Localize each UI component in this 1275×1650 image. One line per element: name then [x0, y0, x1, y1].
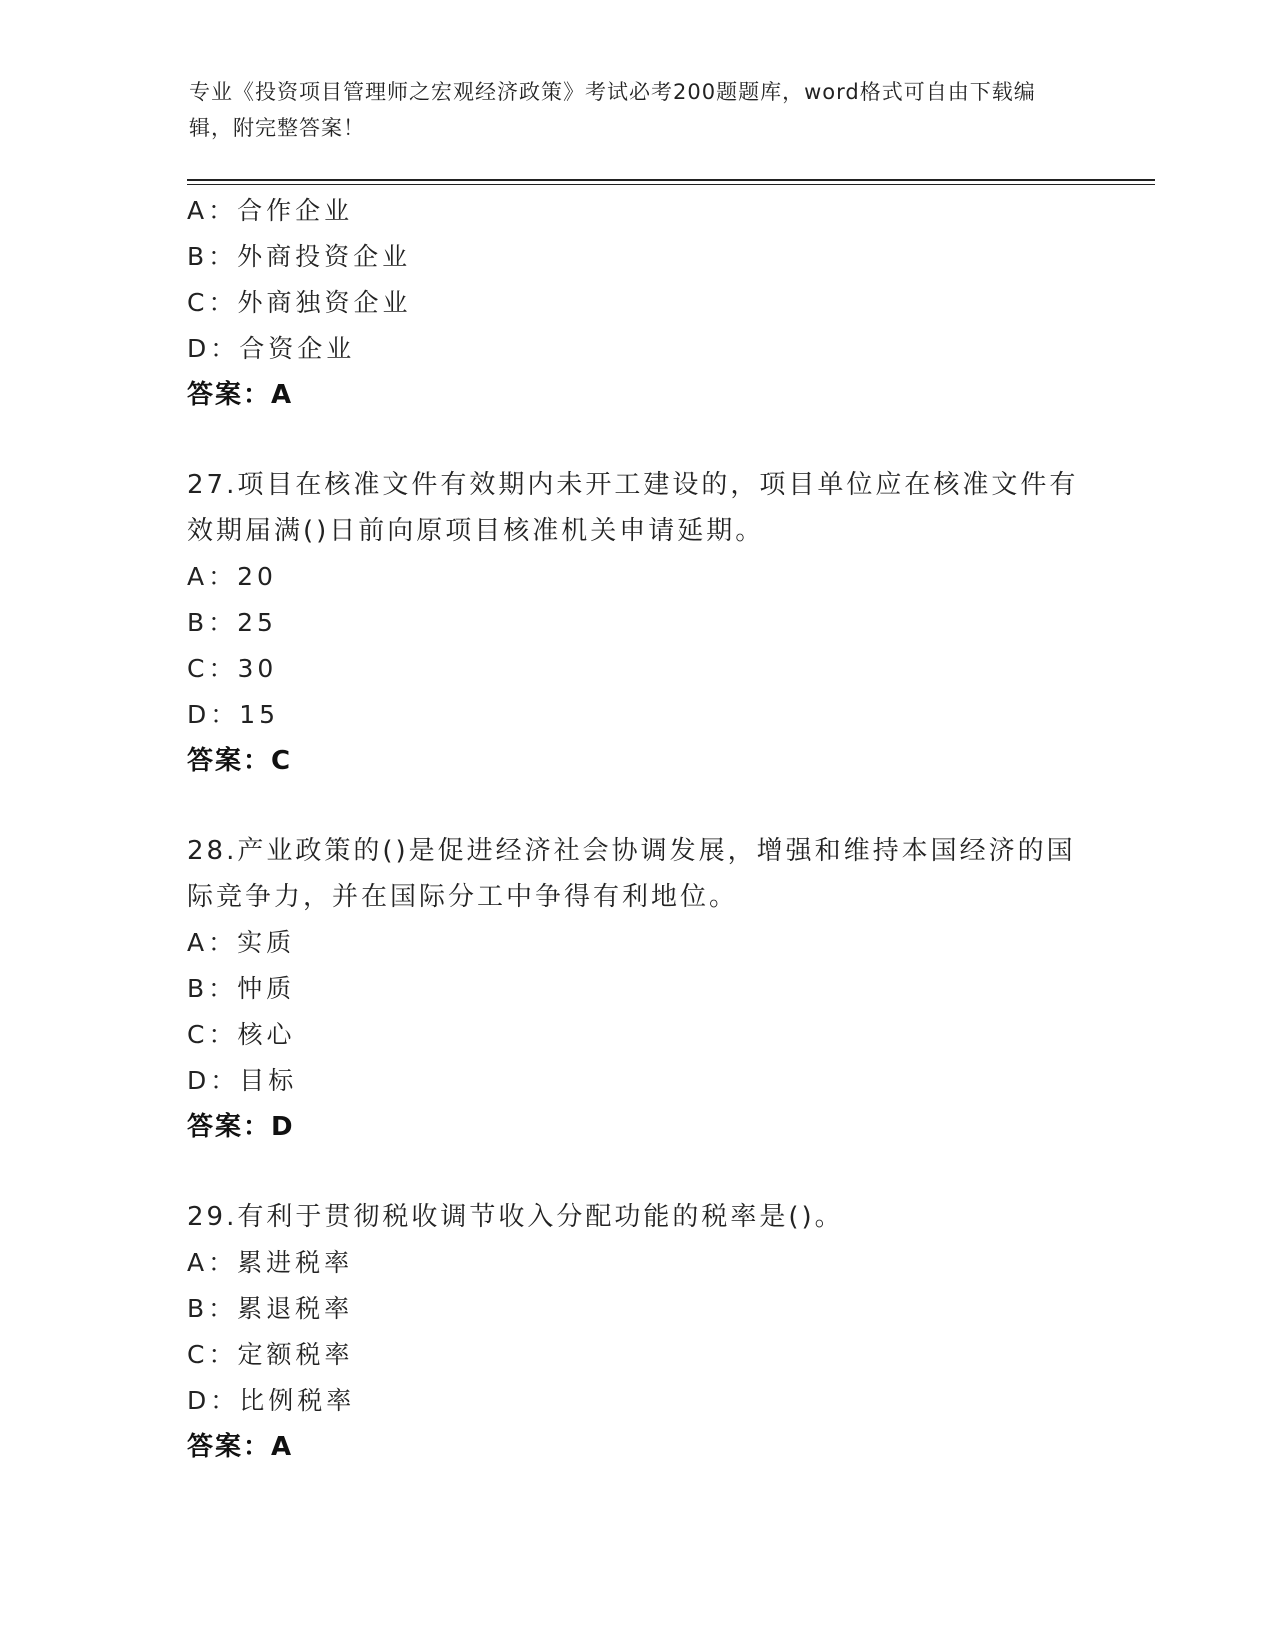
option-a: A：合作企业	[187, 196, 354, 225]
option-c: C：外商独资企业	[187, 288, 412, 317]
option-d: D：目标	[187, 1066, 298, 1095]
option-b: B：忡质	[187, 974, 296, 1003]
header-rule-thin	[187, 184, 1155, 185]
option-c: C：定额税率	[187, 1340, 354, 1369]
question-list	[187, 188, 1087, 1470]
question-block-26	[187, 188, 1087, 418]
option-c: C：核心	[187, 1020, 296, 1049]
question-block-29	[187, 1194, 1087, 1470]
header-rule-thick	[187, 179, 1155, 181]
question-text: 28.产业政策的()是促进经济社会协调发展，增强和维持本国经济的国际竞争力，并在国际分工中争得有利地位。	[187, 836, 1076, 912]
question-block-27	[187, 462, 1087, 784]
option-d: D：比例税率	[187, 1386, 356, 1415]
answer: 答案：C	[187, 746, 293, 776]
option-a: A：20	[187, 562, 277, 591]
option-b: B：外商投资企业	[187, 242, 412, 271]
option-a: A：累进税率	[187, 1248, 354, 1277]
option-d: D：15	[187, 700, 280, 729]
document-header: 专业《投资项目管理师之宏观经济政策》考试必考200题题库，word格式可自由下载编辑，附完整答案！	[189, 80, 1036, 140]
option-b: B：累退税率	[187, 1294, 354, 1323]
answer: 答案：A	[187, 380, 294, 410]
option-d: D：合资企业	[187, 334, 356, 363]
answer: 答案：D	[187, 1112, 295, 1142]
option-b: B：25	[187, 608, 277, 637]
question-text: 27.项目在核准文件有效期内未开工建设的，项目单位应在核准文件有效期届满()日前向原项目核准机关申请延期。	[187, 470, 1079, 546]
answer: 答案：A	[187, 1432, 294, 1462]
option-a: A：实质	[187, 928, 296, 957]
question-block-28	[187, 828, 1087, 1150]
option-c: C：30	[187, 654, 278, 683]
question-text: 29.有利于贯彻税收调节收入分配功能的税率是()。	[187, 1202, 844, 1232]
